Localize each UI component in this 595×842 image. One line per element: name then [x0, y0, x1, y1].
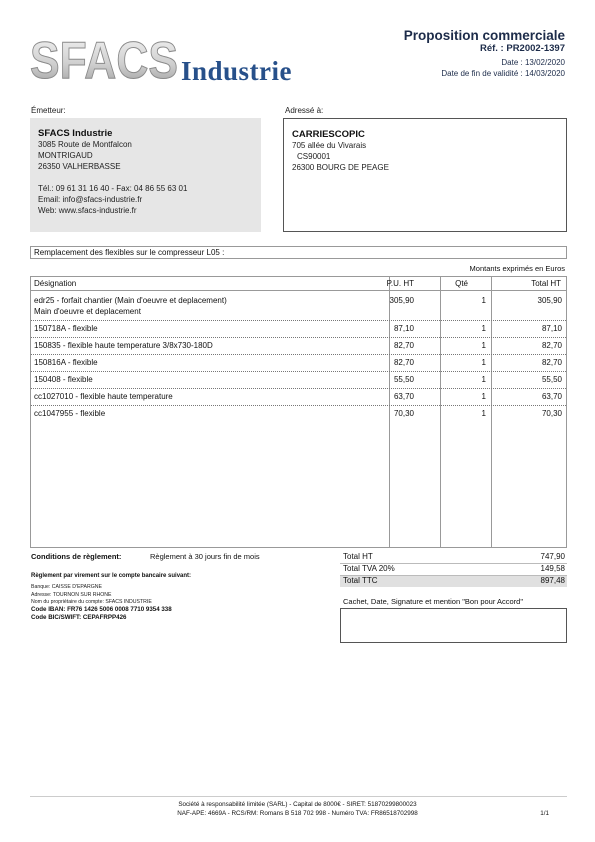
row-total: 55,50	[541, 375, 562, 384]
row-total: 82,70	[541, 358, 562, 367]
row-qty: 1	[481, 296, 486, 305]
row-qty: 1	[481, 341, 486, 350]
row-unit-price: 55,50	[393, 375, 414, 384]
table-header	[31, 277, 566, 291]
bank-name: Banque: CAISSE D'EPARGNE	[31, 584, 102, 590]
row-unit-price: 63,70	[393, 392, 414, 401]
row-designation: 150816A - flexible	[34, 358, 98, 367]
table-row	[31, 337, 566, 355]
emitter-label: Émetteur:	[31, 106, 66, 115]
logo-text: Industrie	[181, 56, 293, 86]
row-unit-price: 87,10	[393, 324, 414, 333]
footer-legal-line1: Société à responsabilité limitée (SARL) - Capital de 8000€ - SIRET: 51870299800023	[178, 801, 417, 808]
recipient-postal: 26300 BOURG DE PEAGE	[292, 163, 389, 172]
row-designation: 150835 - flexible haute temperature 3/8x730-180D	[34, 341, 213, 350]
bank-transfer-title: Règlement par virement sur le compte bancaire suivant:	[31, 573, 192, 579]
emitter-address: 3085 Route de Montfalcon	[38, 140, 132, 149]
items-table	[30, 276, 567, 548]
totals-block	[340, 552, 567, 587]
emitter-name: SFACS Industrie	[38, 128, 113, 139]
total-tva-label: Total TVA 20%	[343, 564, 395, 573]
row-unit-price: 82,70	[393, 358, 414, 367]
table-row	[31, 388, 566, 406]
emitter-phone: Tél.: 09 61 31 16 40 - Fax: 04 86 55 63 01	[38, 184, 188, 193]
header-unit-price: P.U. HT	[386, 279, 414, 288]
company-logo	[30, 30, 320, 90]
proposal-object: Remplacement des flexibles sur le compresseur L05 :	[30, 246, 567, 259]
sfacs-logo-mark	[30, 30, 180, 88]
table-row	[31, 354, 566, 372]
row-qty: 1	[481, 392, 486, 401]
signature-label: Cachet, Date, Signature et mention "Bon pour Accord"	[343, 597, 524, 606]
header-total: Total HT	[531, 279, 561, 288]
row-designation: edr25 - forfait chantier (Main d'oeuvre et deplacement)	[34, 296, 227, 305]
row-total: 87,10	[541, 324, 562, 333]
recipient-address2: CS90001	[297, 152, 331, 161]
row-unit-price: 305,90	[389, 296, 414, 305]
row-total: 82,70	[541, 341, 562, 350]
emitter-city: MONTRIGAUD	[38, 151, 93, 160]
page-number: 1/1	[540, 810, 549, 817]
table-row	[31, 371, 566, 389]
bic: Code BIC/SWIFT: CEPAFRPP426	[31, 614, 127, 621]
recipient-label: Adressé à:	[285, 106, 324, 115]
row-designation: cc1047955 - flexible	[34, 409, 106, 418]
recipient-box	[283, 118, 567, 232]
total-ht-row	[340, 552, 567, 564]
emitter-postal: 26350 VALHERBASSE	[38, 162, 121, 171]
row-qty: 1	[481, 409, 486, 418]
recipient-name: CARRIESCOPIC	[292, 129, 365, 140]
table-row	[31, 320, 566, 338]
recipient-address: 705 allée du Vivarais	[292, 141, 367, 150]
total-ttc-label: Total TTC	[343, 576, 378, 585]
account-owner: Nom du propriétaire du compte: SFACS INDUSTRIE	[31, 599, 152, 605]
payment-conditions-value: Règlement à 30 jours fin de mois	[150, 552, 260, 561]
validity-date: Date de fin de validité : 14/03/2020	[441, 69, 565, 78]
row-total: 63,70	[541, 392, 562, 401]
row-designation-detail: Main d'oeuvre et deplacement	[34, 307, 141, 316]
footer-divider	[30, 796, 567, 797]
row-designation: 150718A - flexible	[34, 324, 98, 333]
row-designation: cc1027010 - flexible haute temperature	[34, 392, 173, 401]
footer-legal-line2: NAF-APE: 4669A - RCS/RM: Romans B 518 702 998 - Numéro TVA: FR86518702998	[177, 810, 418, 817]
payment-conditions-label: Conditions de règlement:	[31, 552, 122, 561]
total-tva-row	[340, 564, 567, 576]
emitter-box	[30, 118, 261, 232]
row-qty: 1	[481, 358, 486, 367]
currency-note: Montants exprimés en Euros	[469, 264, 565, 273]
header-designation: Désignation	[34, 279, 77, 288]
document-title: Proposition commerciale	[403, 28, 565, 43]
total-ht-value: 747,90	[540, 552, 565, 561]
total-ttc-value: 897,48	[540, 576, 565, 585]
row-designation: 150408 - flexible	[34, 375, 93, 384]
iban: Code IBAN: FR76 1426 5006 0008 7710 9354 338	[31, 606, 172, 613]
total-ttc-row	[340, 576, 567, 587]
row-unit-price: 70,30	[393, 409, 414, 418]
row-qty: 1	[481, 324, 486, 333]
document-date: Date : 13/02/2020	[501, 58, 565, 67]
signature-box[interactable]	[340, 608, 567, 643]
total-ht-label: Total HT	[343, 552, 373, 561]
emitter-web[interactable]: Web: www.sfacs-industrie.fr	[38, 206, 137, 215]
row-qty: 1	[481, 375, 486, 384]
total-tva-value: 149,58	[540, 564, 565, 573]
row-unit-price: 82,70	[393, 341, 414, 350]
bank-address: Adresse: TOURNON SUR RHONE	[31, 592, 112, 598]
emitter-email[interactable]: Email: info@sfacs-industrie.fr	[38, 195, 143, 204]
svg-text:SFACS: SFACS	[30, 32, 178, 90]
row-total: 305,90	[537, 296, 562, 305]
table-row	[31, 405, 566, 422]
header-qty: Qté	[455, 279, 468, 288]
document-reference: Réf. : PR2002-1397	[479, 43, 565, 54]
table-row	[31, 291, 566, 321]
row-total: 70,30	[541, 409, 562, 418]
